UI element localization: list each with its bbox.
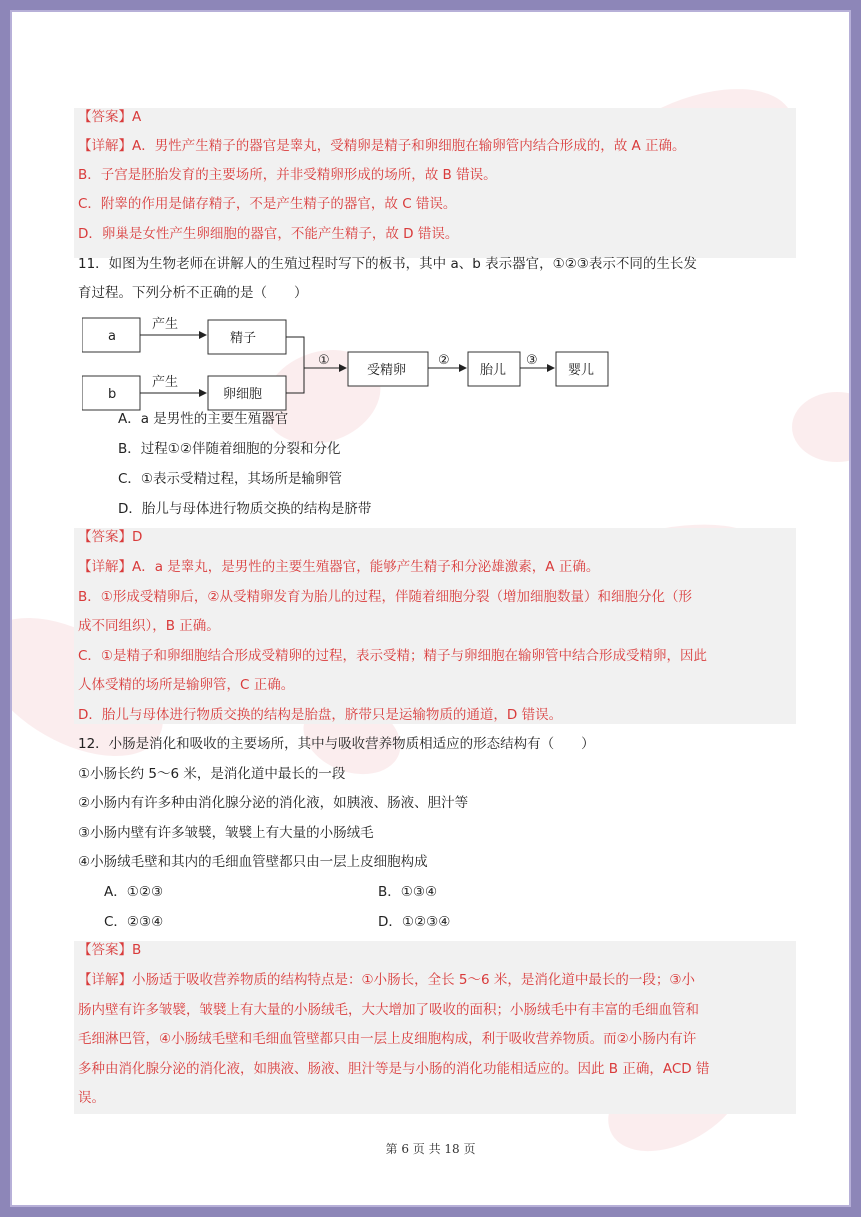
option-c: C．①表示受精过程，其场所是输卵管 bbox=[118, 471, 343, 487]
option-b: B．过程①②伴随着细胞的分裂和分化 bbox=[118, 441, 341, 457]
statement-item: ③小肠内壁有许多皱襞，皱襞上有大量的小肠绒毛 bbox=[78, 825, 374, 841]
option-d: D．①②③④ bbox=[378, 914, 451, 930]
explain-line: 成不同组织），B 正确。 bbox=[78, 618, 220, 634]
zygote-label: 受精卵 bbox=[367, 363, 407, 378]
step3-label: ③ bbox=[526, 353, 538, 368]
question-stem: 11．如图为生物老师在讲解人的生殖过程时写下的板书，其中 a、b 表示器官，①②③表示不同的生长发 bbox=[78, 256, 697, 272]
question-stem: 12．小肠是消化和吸收的主要场所，其中与吸收营养物质相适应的形态结构有（ ） bbox=[78, 736, 595, 752]
produce-label-1: 产生 bbox=[152, 317, 179, 332]
answer-shade bbox=[74, 941, 796, 1114]
explain-line: 【详解】A．a 是睾丸，是男性的主要生殖器官，能够产生精子和分泌雄激素，A 正确。 bbox=[78, 559, 600, 575]
document-page bbox=[10, 10, 851, 1207]
explain-line: 毛细淋巴管，④小肠绒毛壁和毛细血管壁都只由一层上皮细胞构成，利于吸收营养物质。而②小肠内有许 bbox=[78, 1031, 697, 1047]
box-a-label: a bbox=[108, 329, 116, 344]
explain-line: C．附睾的作用是储存精子，不是产生精子的器官，故 C 错误。 bbox=[78, 196, 457, 212]
explain-line: C．①是精子和卵细胞结合形成受精卵的过程，表示受精；精子与卵细胞在输卵管中结合形成受精卵，因此 bbox=[78, 648, 708, 664]
statement-item: ④小肠绒毛壁和其内的毛细血管壁都只由一层上皮细胞构成 bbox=[78, 854, 428, 870]
step2-label: ② bbox=[438, 353, 450, 368]
explain-line: 多种由消化腺分泌的消化液，如胰液、肠液、胆汁等是与小肠的消化功能相适应的。因此 B 正确，ACD 错 bbox=[78, 1061, 710, 1077]
sperm-label: 精子 bbox=[230, 331, 257, 346]
answer-label: 【答案】D bbox=[78, 529, 143, 545]
explain-line: 肠内壁有许多皱襞，皱襞上有大量的小肠绒毛，大大增加了吸收的面积；小肠绒毛中有丰富的毛细血管和 bbox=[78, 1002, 699, 1018]
option-c: C．②③④ bbox=[104, 914, 164, 930]
step1-label: ① bbox=[318, 353, 330, 368]
explain-line: B．①形成受精卵后，②从受精卵发育为胎儿的过程，伴随着细胞分裂（增加细胞数量）和细胞分化（形 bbox=[78, 589, 692, 605]
option-a: A．①②③ bbox=[104, 884, 164, 900]
page-footer: 第 6 页 共 18 页 bbox=[385, 1142, 476, 1156]
produce-label-2: 产生 bbox=[152, 375, 179, 390]
baby-label: 婴儿 bbox=[568, 363, 595, 378]
option-d: D．胎儿与母体进行物质交换的结构是脐带 bbox=[118, 501, 372, 517]
question-stem: 育过程。下列分析不正确的是（ ） bbox=[78, 285, 308, 301]
option-b: B．①③④ bbox=[378, 884, 438, 900]
answer-label: 【答案】A bbox=[78, 109, 142, 125]
explain-line: D．卵巢是女性产生卵细胞的器官，不能产生精子，故 D 错误。 bbox=[78, 226, 459, 242]
fetus-label: 胎儿 bbox=[480, 363, 507, 378]
statement-item: ①小肠长约 5～6 米，是消化道中最长的一段 bbox=[78, 766, 346, 782]
explain-line: 误。 bbox=[78, 1090, 105, 1106]
explain-line: 【详解】A．男性产生精子的器官是睾丸，受精卵是精子和卵细胞在输卵管内结合形成的，故 A 正确。 bbox=[78, 138, 686, 154]
option-a: A．a 是男性的主要生殖器官 bbox=[118, 411, 289, 427]
petal-decoration bbox=[792, 392, 851, 462]
egg-label: 卵细胞 bbox=[223, 387, 263, 402]
statement-item: ②小肠内有许多种由消化腺分泌的消化液，如胰液、肠液、胆汁等 bbox=[78, 795, 469, 811]
explain-line: B．子宫是胚胎发育的主要场所，并非受精卵形成的场所，故 B 错误。 bbox=[78, 167, 497, 183]
explain-line: 人体受精的场所是输卵管，C 正确。 bbox=[78, 677, 295, 693]
answer-label: 【答案】B bbox=[78, 942, 142, 958]
box-b-label: b bbox=[108, 387, 117, 402]
reproduction-flow-diagram bbox=[82, 314, 622, 414]
explain-line: 【详解】小肠适于吸收营养物质的结构特点是：①小肠长，全长 5～6 米，是消化道中最长的一段；③小 bbox=[78, 972, 695, 988]
merge-connector bbox=[286, 337, 304, 393]
explain-line: D．胎儿与母体进行物质交换的结构是胎盘，脐带只是运输物质的通道，D 错误。 bbox=[78, 707, 563, 723]
